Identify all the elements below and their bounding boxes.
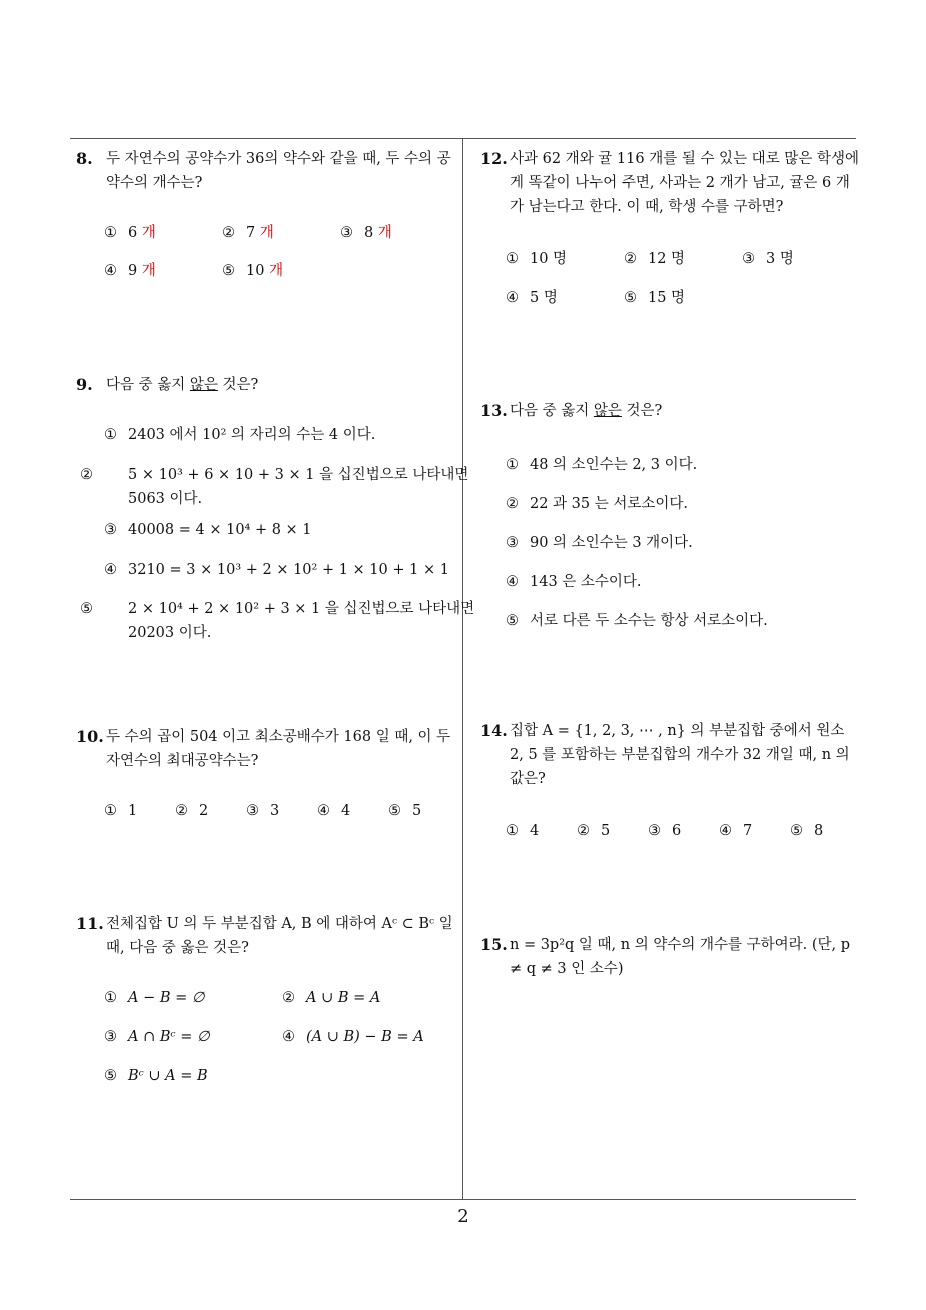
option-1[interactable] xyxy=(506,247,567,271)
option-mark: ④ xyxy=(104,562,117,578)
option-text: 3 xyxy=(270,803,280,819)
option-1[interactable] xyxy=(104,221,156,245)
question-14 xyxy=(480,719,860,849)
option-mark: ① xyxy=(506,457,519,473)
question-text-before: 다음 중 옳지 xyxy=(106,377,190,393)
question-12-stem xyxy=(480,147,860,219)
option-3[interactable] xyxy=(104,1025,210,1049)
option-mark: ② xyxy=(282,990,295,1006)
top-rule xyxy=(70,138,856,139)
option-5[interactable] xyxy=(80,597,478,645)
option-text: 143 은 소수이다. xyxy=(530,574,642,590)
option-2[interactable] xyxy=(222,221,274,245)
option-5[interactable] xyxy=(790,819,823,843)
option-text: 1 xyxy=(128,803,138,819)
option-text: A ∪ B = A xyxy=(306,990,381,1006)
option-mark: ⑤ xyxy=(388,803,401,819)
question-number: 9. xyxy=(76,375,93,394)
option-mark: ③ xyxy=(742,251,755,267)
option-mark: ③ xyxy=(506,535,519,551)
question-text: 전체집합 U 의 두 부분집합 A, B 에 대하여 Aᶜ ⊂ Bᶜ 일 때, 다음 중 옳은 것은? xyxy=(106,916,453,956)
option-4[interactable] xyxy=(317,799,350,823)
question-9-stem xyxy=(76,373,456,397)
option-4[interactable] xyxy=(506,570,642,594)
option-mark: ② xyxy=(175,803,188,819)
option-text: 22 과 35 는 서로소이다. xyxy=(530,496,688,512)
option-3[interactable] xyxy=(340,221,392,245)
option-unit: 개 xyxy=(269,263,284,279)
option-5[interactable] xyxy=(104,1064,208,1088)
option-text: 3 명 xyxy=(766,251,794,267)
options xyxy=(76,986,456,1096)
underlined-word: 않은 xyxy=(593,403,622,419)
options xyxy=(76,799,456,829)
option-unit: 개 xyxy=(141,263,156,279)
option-mark: ⑤ xyxy=(624,290,637,306)
option-text: 3210 = 3 × 10³ + 2 × 10² + 1 × 10 + 1 × 1 xyxy=(128,562,449,578)
question-text: 두 수의 곱이 504 이고 최소공배수가 168 일 때, 이 두 자연수의 최대공약수는? xyxy=(106,729,451,769)
option-mark: ③ xyxy=(104,1029,117,1045)
options xyxy=(76,221,456,301)
option-text: 15 명 xyxy=(648,290,686,306)
underlined-word: 않은 xyxy=(189,377,218,393)
question-text: n = 3p²q 일 때, n 의 약수의 개수를 구하여라. (단, p ≠ q ≠ 3 인 소수) xyxy=(510,937,850,977)
option-mark: ④ xyxy=(506,574,519,590)
option-3[interactable] xyxy=(742,247,794,271)
question-9 xyxy=(76,373,475,653)
question-15-stem xyxy=(480,933,860,981)
question-14-stem xyxy=(480,719,860,791)
question-number: 10. xyxy=(76,727,104,746)
option-text: 2 × 10⁴ + 2 × 10² + 3 × 1 을 십진법으로 나타내면 20203 이다. xyxy=(128,601,475,641)
option-mark: ④ xyxy=(719,823,732,839)
option-mark: ⑤ xyxy=(790,823,803,839)
option-2[interactable] xyxy=(282,986,380,1010)
question-number: 15. xyxy=(480,935,508,954)
option-1[interactable] xyxy=(104,986,205,1010)
option-2[interactable] xyxy=(506,492,688,516)
option-text: 6 xyxy=(672,823,682,839)
option-text: A ∩ Bᶜ = ∅ xyxy=(128,1029,210,1045)
option-3[interactable] xyxy=(246,799,279,823)
option-text: 2403 에서 10² 의 자리의 수는 4 이다. xyxy=(128,427,376,443)
option-4[interactable] xyxy=(506,286,558,310)
option-mark: ⑤ xyxy=(104,1068,117,1084)
option-text: 2 xyxy=(199,803,209,819)
option-mark: ② xyxy=(577,823,590,839)
option-unit: 개 xyxy=(259,225,274,241)
question-11 xyxy=(76,912,456,1096)
option-2[interactable] xyxy=(624,247,685,271)
question-text: 사과 62 개와 귤 116 개를 될 수 있는 대로 많은 학생에게 똑같이 나누어 주면, 사과는 2 개가 남고, 귤은 6 개가 남는다고 한다. 이 때, 학생 수를 구하면? xyxy=(510,151,859,215)
option-value: 8 xyxy=(364,225,374,241)
question-13-stem xyxy=(480,399,860,423)
option-text: 7 xyxy=(743,823,753,839)
option-1[interactable] xyxy=(506,453,697,477)
option-value: 10 xyxy=(246,263,265,279)
option-4[interactable] xyxy=(104,259,156,283)
option-text: 5 × 10³ + 6 × 10 + 3 × 1 을 십진법으로 나타내면 5063 이다. xyxy=(128,467,469,507)
option-mark: ⑤ xyxy=(506,613,519,629)
option-value: 7 xyxy=(246,225,256,241)
option-5[interactable] xyxy=(388,799,421,823)
question-text: 두 자연수의 공약수가 36의 약수와 같을 때, 두 수의 공약수의 개수는? xyxy=(106,151,451,191)
option-3[interactable] xyxy=(648,819,681,843)
option-mark: ① xyxy=(104,990,117,1006)
option-text: 4 xyxy=(530,823,540,839)
option-mark: ① xyxy=(506,823,519,839)
option-mark: ① xyxy=(104,803,117,819)
question-text: 집합 A = {1, 2, 3, ⋯ , n} 의 부분집합 중에서 원소 2, 5 를 포함하는 부분집합의 개수가 32 개일 때, n 의 값은? xyxy=(510,723,850,787)
option-mark: ① xyxy=(104,225,117,241)
option-5[interactable] xyxy=(506,609,768,633)
option-mark: ④ xyxy=(104,263,117,279)
option-mark: ⑤ xyxy=(80,601,93,617)
question-13 xyxy=(480,399,860,643)
option-text: 90 의 소인수는 3 개이다. xyxy=(530,535,693,551)
option-mark: ④ xyxy=(506,290,519,306)
question-text-before: 다음 중 옳지 xyxy=(510,403,594,419)
option-text: 8 xyxy=(814,823,824,839)
question-8-stem xyxy=(76,147,456,195)
option-1[interactable] xyxy=(506,819,539,843)
option-1[interactable] xyxy=(104,799,137,823)
option-mark: ③ xyxy=(104,522,117,538)
option-4[interactable] xyxy=(104,558,454,582)
page-number: 2 xyxy=(457,1206,469,1227)
question-number: 11. xyxy=(76,914,104,933)
option-3[interactable] xyxy=(506,531,693,555)
option-2[interactable] xyxy=(577,819,610,843)
question-12 xyxy=(480,147,860,327)
options xyxy=(76,423,475,653)
option-text: 5 xyxy=(601,823,611,839)
option-5[interactable] xyxy=(624,286,685,310)
option-3[interactable] xyxy=(104,518,454,542)
option-4[interactable] xyxy=(282,1025,424,1049)
option-text: 5 명 xyxy=(530,290,558,306)
option-2[interactable] xyxy=(80,463,478,511)
question-text-after: 것은? xyxy=(621,403,663,419)
option-text: Bᶜ ∪ A = B xyxy=(128,1068,208,1084)
options xyxy=(480,247,860,327)
question-10 xyxy=(76,725,456,829)
option-text: A − B = ∅ xyxy=(128,990,205,1006)
option-mark: ③ xyxy=(246,803,259,819)
option-mark: ④ xyxy=(282,1029,295,1045)
option-mark: ③ xyxy=(340,225,353,241)
option-mark: ② xyxy=(80,467,93,483)
option-mark: ④ xyxy=(317,803,330,819)
options xyxy=(480,453,860,643)
option-mark: ② xyxy=(222,225,235,241)
question-11-stem xyxy=(76,912,456,960)
question-number: 14. xyxy=(480,721,508,740)
option-mark: ② xyxy=(624,251,637,267)
option-2[interactable] xyxy=(175,799,208,823)
option-1[interactable] xyxy=(104,423,454,447)
option-mark: ① xyxy=(506,251,519,267)
option-unit: 개 xyxy=(141,225,156,241)
option-text: (A ∪ B) − B = A xyxy=(306,1029,424,1045)
option-text: 48 의 소인수는 2, 3 이다. xyxy=(530,457,698,473)
question-text-after: 것은? xyxy=(217,377,259,393)
option-mark: ② xyxy=(506,496,519,512)
option-text: 4 xyxy=(341,803,351,819)
option-5[interactable] xyxy=(222,259,283,283)
option-4[interactable] xyxy=(719,819,752,843)
option-value: 9 xyxy=(128,263,138,279)
option-text: 10 명 xyxy=(530,251,568,267)
bottom-rule xyxy=(70,1199,856,1200)
option-text: 서로 다른 두 소수는 항상 서로소이다. xyxy=(530,613,768,629)
question-text xyxy=(510,399,860,423)
question-15 xyxy=(480,933,860,981)
option-value: 6 xyxy=(128,225,138,241)
question-text xyxy=(106,373,456,397)
question-8 xyxy=(76,147,456,301)
question-10-stem xyxy=(76,725,456,773)
column-divider xyxy=(462,139,463,1200)
option-text: 40008 = 4 × 10⁴ + 8 × 1 xyxy=(128,522,312,538)
option-mark: ⑤ xyxy=(222,263,235,279)
options xyxy=(480,819,860,849)
question-number: 13. xyxy=(480,401,508,420)
option-mark: ① xyxy=(104,427,117,443)
option-text: 12 명 xyxy=(648,251,686,267)
option-mark: ③ xyxy=(648,823,661,839)
question-number: 12. xyxy=(480,149,508,168)
option-text: 5 xyxy=(412,803,422,819)
option-unit: 개 xyxy=(377,225,392,241)
question-number: 8. xyxy=(76,149,93,168)
